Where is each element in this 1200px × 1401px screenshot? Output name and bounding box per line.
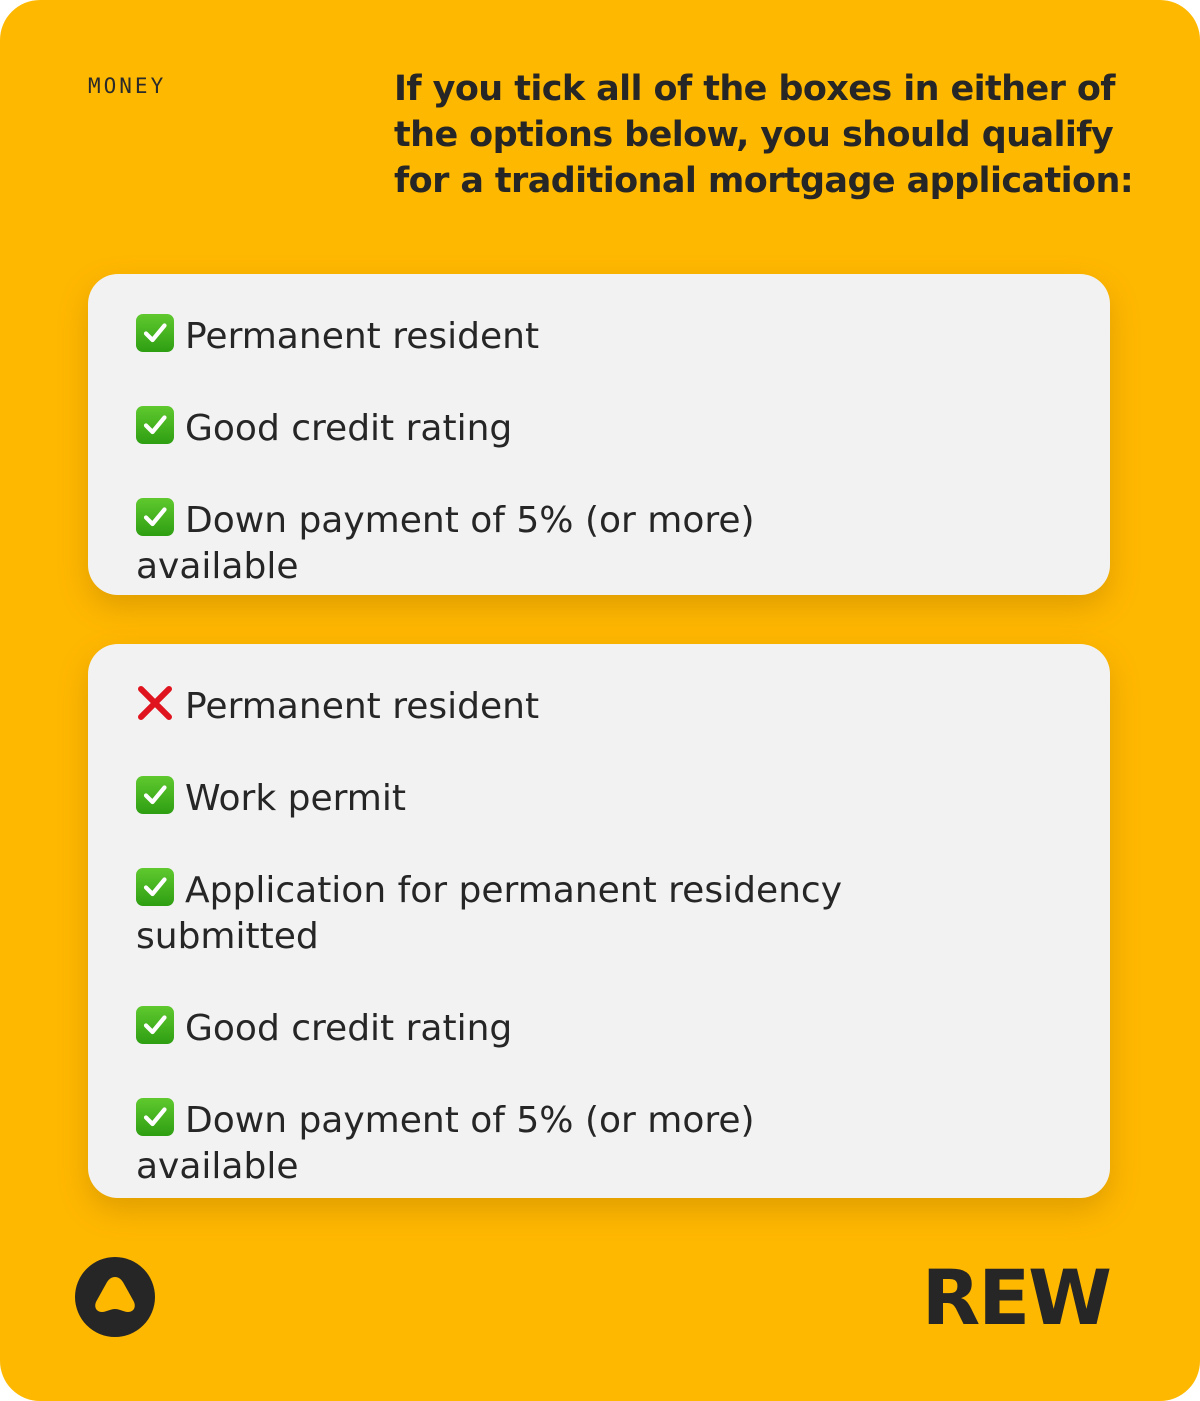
criterion-text: Permanent resident	[185, 316, 540, 357]
criterion-item	[136, 314, 866, 360]
check-mark-icon	[136, 868, 174, 906]
check-mark-icon	[136, 1006, 174, 1044]
headline: If you tick all of the boxes in either of the options below, you should qualify for a traditional mortgage application:	[394, 69, 1134, 201]
criteria-list	[136, 314, 1062, 590]
criterion-text: Work permit	[185, 778, 406, 819]
criterion-text: Down payment of 5% (or more) available	[136, 500, 755, 587]
criterion-item	[136, 498, 866, 590]
criterion-text: Good credit rating	[185, 1008, 513, 1049]
criterion-text: Down payment of 5% (or more) available	[136, 1100, 755, 1187]
criterion-text: Application for permanent residency submitted	[136, 870, 842, 957]
check-mark-icon	[136, 406, 174, 444]
category-label: MONEY	[88, 74, 167, 98]
check-mark-icon	[136, 776, 174, 814]
criterion-item	[136, 776, 866, 822]
criterion-item	[136, 868, 866, 960]
cross-mark-icon	[136, 684, 174, 722]
criterion-item	[136, 1098, 866, 1190]
criterion-text: Good credit rating	[185, 408, 513, 449]
brand-logo-icon	[75, 1257, 155, 1337]
brand-wordmark: REW	[921, 1253, 1110, 1342]
criterion-item	[136, 1006, 866, 1052]
check-mark-icon	[136, 1098, 174, 1136]
check-mark-icon	[136, 498, 174, 536]
criterion-item	[136, 684, 866, 730]
criterion-text: Permanent resident	[185, 686, 540, 727]
option-panel-2	[88, 644, 1110, 1198]
check-mark-icon	[136, 314, 174, 352]
criteria-list	[136, 684, 1062, 1190]
option-panel-1	[88, 274, 1110, 595]
criterion-item	[136, 406, 866, 452]
